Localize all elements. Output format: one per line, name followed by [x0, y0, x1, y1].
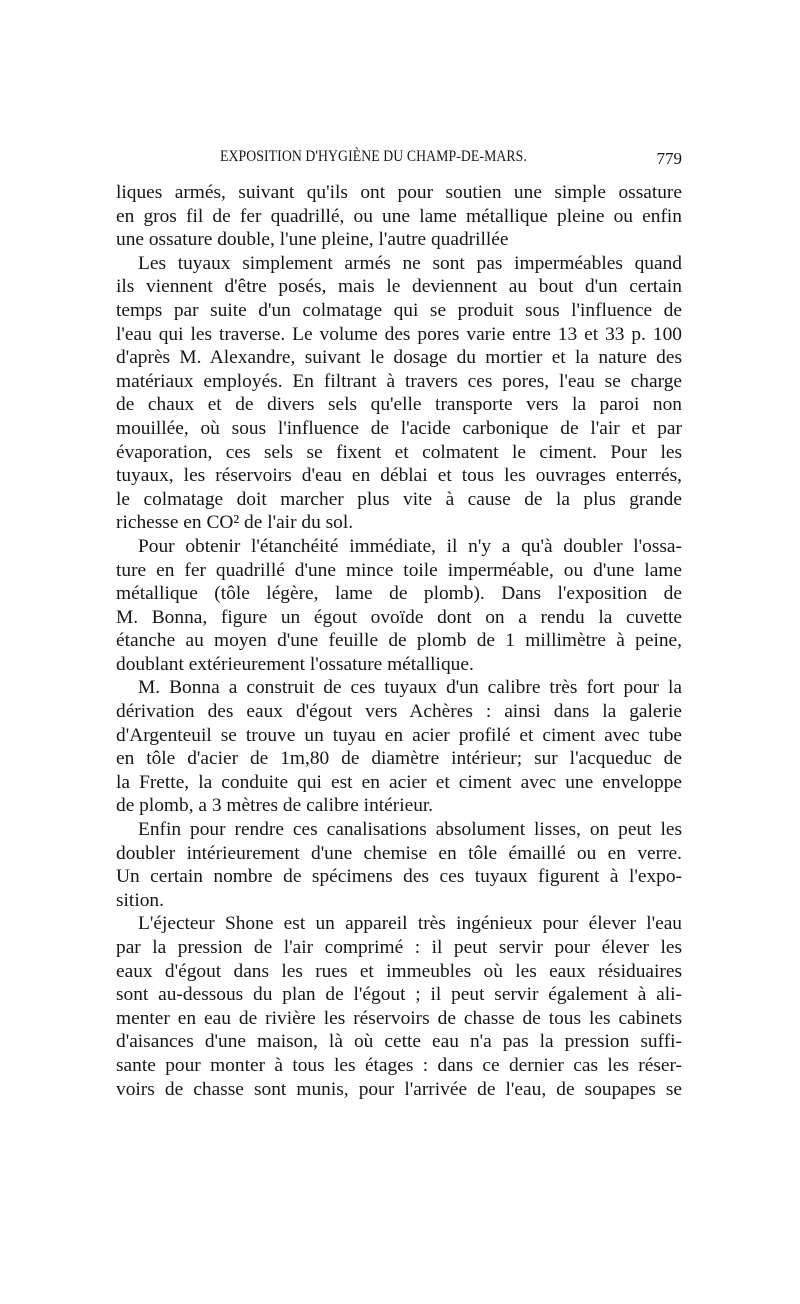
- text-line: temps par suite d'un colmatage qui se produit sous l'influence de: [116, 299, 682, 321]
- text-line: richesse en CO² de l'air du sol.: [116, 512, 354, 534]
- text-line: en tôle d'acier de 1m,80 de diamètre intérieur; sur l'acqueduc de: [116, 748, 682, 770]
- text-line: M. Bonna, figure un égout ovoïde dont on a rendu la cuvette: [116, 606, 682, 628]
- text-line: métallique (tôle légère, lame de plomb). Dans l'exposition de: [116, 583, 682, 605]
- text-line: évaporation, ces sels se fixent et colmatent le ciment. Pour les: [116, 441, 682, 463]
- text-line: mouillée, où sous l'influence de l'acide carbonique de l'air et par: [116, 417, 682, 439]
- text-line: liques armés, suivant qu'ils ont pour soutien une simple ossature: [116, 182, 682, 203]
- text-line: voirs de chasse sont munis, pour l'arrivée de l'eau, de soupapes se: [116, 1078, 682, 1100]
- text-line: en gros fil de fer quadrillé, ou une lame métallique pleine ou enfin: [116, 205, 682, 227]
- text-line: de plomb, a 3 mètres de calibre intérieur.: [116, 795, 434, 817]
- text-line: dérivation des eaux d'égout vers Achères : ainsi dans la galerie: [116, 701, 682, 723]
- text-line: Un certain nombre de spécimens des ces tuyaux figurent à l'expo-: [116, 866, 682, 888]
- text-line: sante pour monter à tous les étages : dans ce dernier cas les réser-: [116, 1054, 682, 1076]
- text-line: tuyaux, les réservoirs d'eau en déblai et tous les ouvrages enterrés,: [116, 465, 682, 487]
- text-line: d'aisances d'une maison, là où cette eau n'a pas la pression suffi-: [116, 1031, 682, 1053]
- text-line: menter en eau de rivière les réservoirs de chasse de tous les cabinets: [116, 1007, 682, 1029]
- text-line: d'Argenteuil se trouve un tuyau en acier profilé et ciment avec tube: [116, 724, 682, 746]
- text-line: eaux d'égout dans les rues et immeubles où les eaux résiduaires: [116, 960, 682, 982]
- text-line: doubler intérieurement d'une chemise en tôle émaillé ou en verre.: [116, 842, 682, 864]
- text-line: sition.: [116, 889, 164, 911]
- text-line: l'eau qui les traverse. Le volume des pores varie entre 13 et 33 p. 100: [116, 323, 682, 345]
- running-title: EXPOSITION D'HYGIÈNE DU CHAMP-DE-MARS.: [220, 148, 527, 165]
- text-line: d'après M. Alexandre, suivant le dosage du mortier et la nature des: [116, 347, 682, 369]
- text-line: L'éjecteur Shone est un appareil très ingénieux pour élever l'eau: [138, 913, 682, 935]
- body-text: [116, 181, 682, 1101]
- page-number: 779: [656, 149, 682, 168]
- text-line: étanche au moyen d'une feuille de plomb de 1 millimètre à peine,: [116, 630, 682, 652]
- page-header: [116, 148, 682, 172]
- text-line: par la pression de l'air comprimé : il peut servir pour élever les: [116, 937, 682, 958]
- text-line: le colmatage doit marcher plus vite à cause de la plus grande: [116, 488, 682, 510]
- text-line: une ossature double, l'une pleine, l'autre quadrillée: [116, 229, 509, 251]
- text-line: M. Bonna a construit de ces tuyaux d'un calibre très fort pour la: [138, 677, 682, 699]
- text-line: matériaux employés. En filtrant à travers ces pores, l'eau se charge: [116, 370, 682, 392]
- text-line: Les tuyaux simplement armés ne sont pas imperméables quand: [138, 252, 682, 274]
- text-line: sont au-dessous du plan de l'égout ; il peut servir également à ali-: [116, 984, 682, 1006]
- text-line: doublant extérieurement l'ossature métallique.: [116, 653, 474, 675]
- text-line: de chaux et de divers sels qu'elle transporte vers la paroi non: [116, 394, 682, 416]
- text-line: ils viennent d'être posés, mais le deviennent au bout d'un certain: [116, 276, 682, 298]
- text-line: ture en fer quadrillé d'une mince toile imperméable, ou d'une lame: [116, 559, 682, 581]
- text-line: Pour obtenir l'étanchéité immédiate, il n'y a qu'à doubler l'ossa-: [138, 535, 682, 557]
- text-line: Enfin pour rendre ces canalisations absolument lisses, on peut les: [138, 819, 682, 841]
- text-line: la Frette, la conduite qui est en acier et ciment avec une enveloppe: [116, 771, 682, 793]
